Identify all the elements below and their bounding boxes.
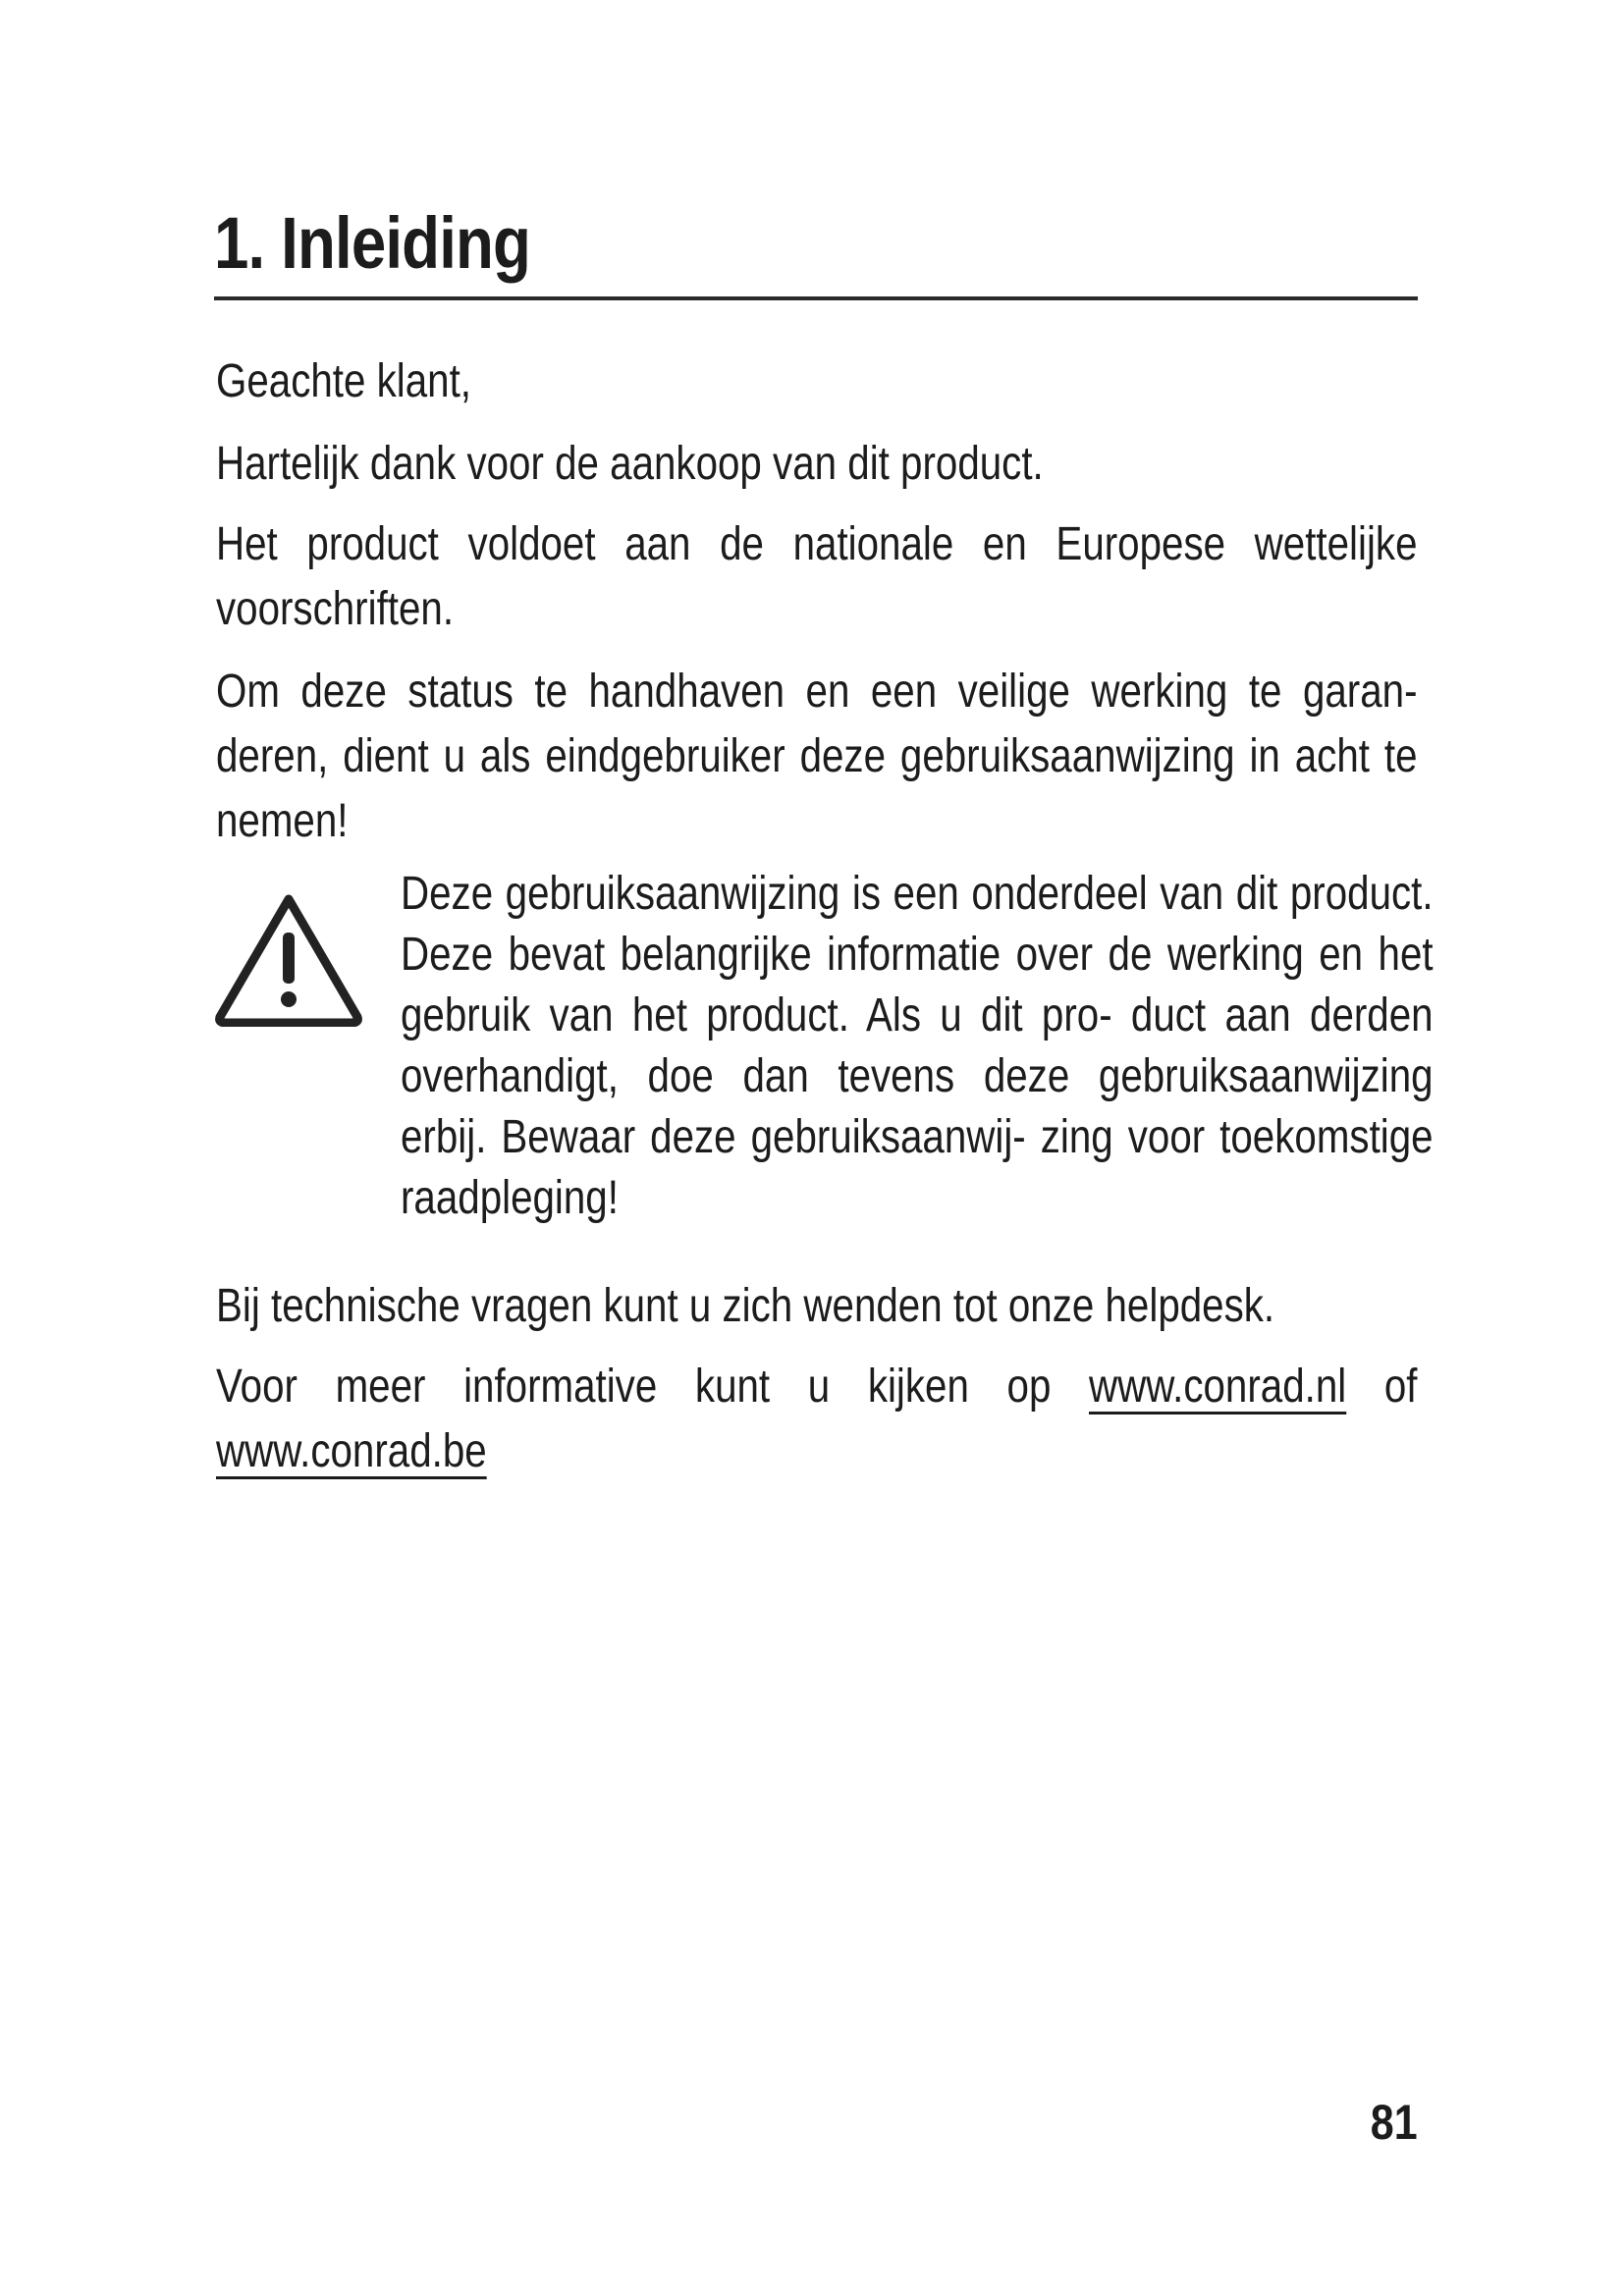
instructions-text: Om deze status te handhaven en een veilige werking te garan- deren, dient u als eindgebruiker deze gebruiksaanwijzing in acht te nemen! xyxy=(216,666,1418,847)
section-heading xyxy=(214,196,1418,300)
compliance-text: Het product voldoet aan de nationale en Europese wettelijke voorschriften. xyxy=(216,518,1418,635)
warning-notice xyxy=(214,864,1432,1247)
warning-triangle-icon xyxy=(214,891,363,1027)
more-info-paragraph xyxy=(216,1355,1418,1484)
conrad-be-link[interactable]: www.conrad.be xyxy=(216,1425,487,1477)
more-info-joiner: of xyxy=(1383,1361,1418,1413)
greeting-paragraph xyxy=(216,349,1418,414)
thanks-text: Hartelijk dank voor de aankoop van dit product. xyxy=(216,438,1044,490)
helpdesk-text: Bij technische vragen kunt u zich wenden tot onze helpdesk. xyxy=(216,1280,1275,1332)
warning-text: Deze gebruiksaanwijzing is een onderdeel van dit product. Deze bevat belangrijke informatie over de werking en het gebruik van het product. Als u dit pro- duct aan derden overhandigt, doe dan tevens deze gebruiksaanwijzing erbij. Bewaar deze gebruiksaanwij- zing voor toekomstige raadpleging! xyxy=(401,868,1434,1224)
helpdesk-paragraph xyxy=(216,1274,1418,1339)
greeting-text: Geachte klant, xyxy=(216,355,471,407)
conrad-nl-link[interactable]: www.conrad.nl xyxy=(1089,1361,1347,1413)
thanks-paragraph xyxy=(216,432,1418,497)
instructions-paragraph xyxy=(216,660,1418,854)
section-title: 1. Inleiding xyxy=(214,202,531,284)
more-info-prefix: Voor meer informative kunt u kijken op xyxy=(216,1361,1052,1413)
page-number: 81 xyxy=(1371,2095,1418,2150)
compliance-paragraph xyxy=(216,512,1418,642)
more-info-line xyxy=(216,1355,1417,1484)
warning-paragraph xyxy=(401,864,1434,1229)
